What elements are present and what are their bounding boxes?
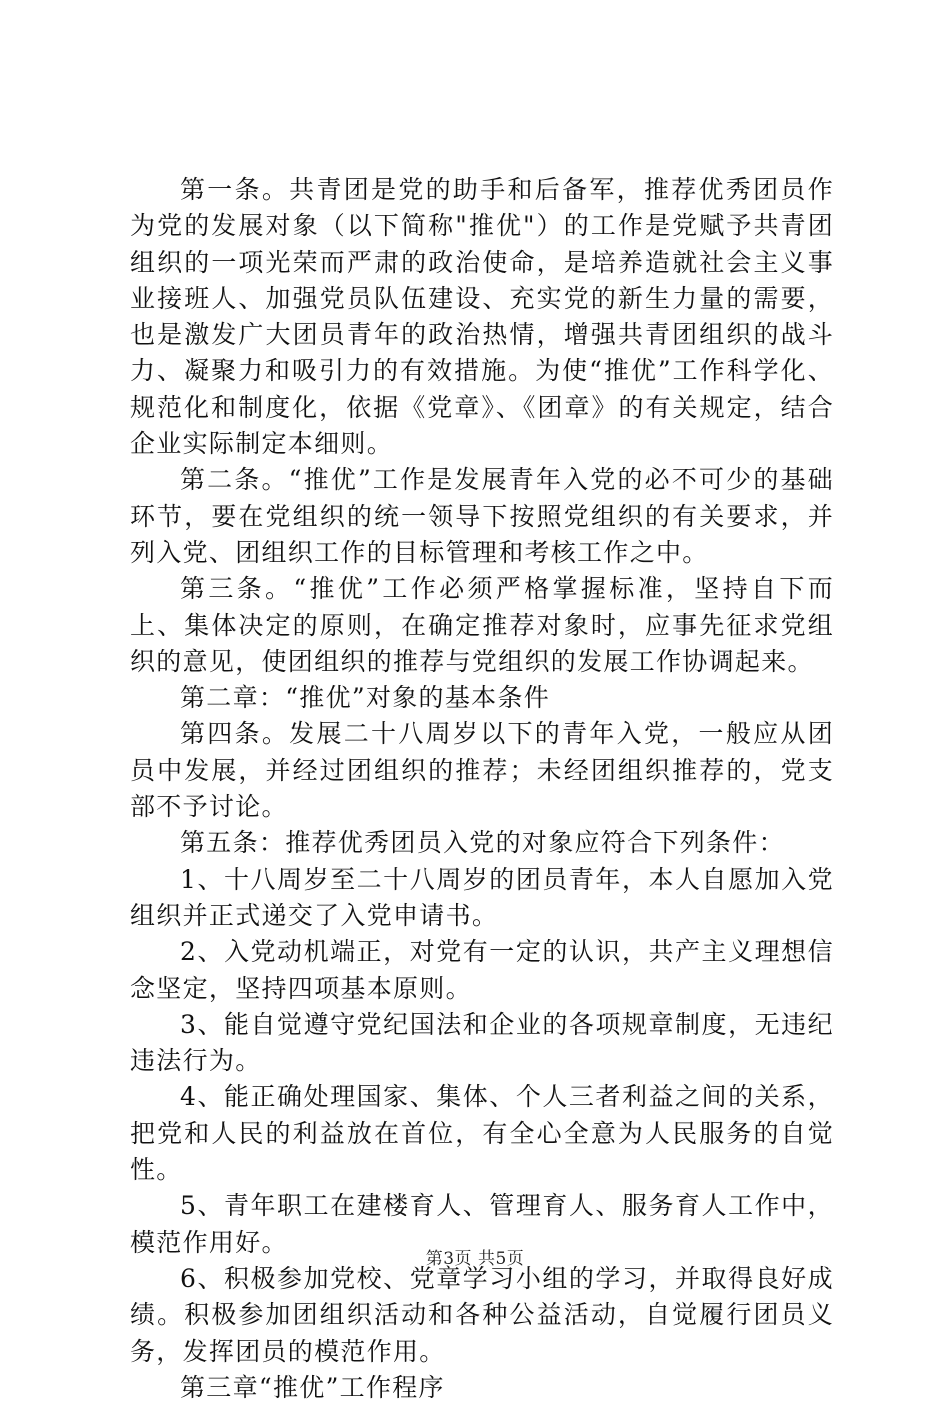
article-2-paragraph: 第二条。“推优”工作是发展青年入党的必不可少的基础环节，要在党组织的统一领导下按照党组织的有关要求，并列入党、团组织工作的目标管理和考核工作之中。 bbox=[130, 465, 834, 567]
document-body bbox=[130, 172, 834, 1406]
chapter-3-heading: 第三章“推优”工作程序 bbox=[180, 1372, 445, 1402]
condition-4-item: 4、能正确处理国家、集体、个人三者利益之间的关系，把党和人民的利益放在首位，有全心全意为人民服务的自觉性。 bbox=[130, 1082, 834, 1185]
article-1-paragraph: 第一条。共青团是党的助手和后备军，推荐优秀团员作为党的发展对象（以下简称"推优"）的工作是党赋予共青团组织的一项光荣而严肃的政治使命，是培养造就社会主义事业接班人、加强党员队伍建设、充实党的新生力量的需要，也是激发广大团员青年的政治热情，增强共青团组织的战斗力、凝聚力和吸引力的有效措施。为使“推优”工作科学化、规范化和制度化，依据《党章》、《团章》的有关规定，结合企业实际制定本细则。 bbox=[130, 175, 834, 459]
article-4-paragraph: 第四条。发展二十八周岁以下的青年入党，一般应从团员中发展，并经过团组织的推荐；未经团组织推荐的，党支部不予讨论。 bbox=[130, 719, 834, 822]
condition-2-item: 2、入党动机端正，对党有一定的认识，共产主义理想信念坚定，坚持四项基本原则。 bbox=[130, 937, 834, 1003]
condition-3-item: 3、能自觉遵守党纪国法和企业的各项规章制度，无违纪违法行为。 bbox=[130, 1009, 834, 1076]
article-5-paragraph: 第五条：推荐优秀团员入党的对象应符合下列条件： bbox=[180, 828, 785, 858]
condition-5-item: 5、青年职工在建楼育人、管理育人、服务育人工作中，模范作用好。 bbox=[130, 1191, 834, 1257]
article-3-paragraph: 第三条。“推优”工作必须严格掌握标准，坚持自下而上、集体决定的原则，在确定推荐对象时，应事先征求党组织的意见，使团组织的推荐与党组织的发展工作协调起来。 bbox=[130, 574, 834, 676]
chapter-2-heading: 第二章：“推优”对象的基本条件 bbox=[180, 683, 551, 713]
condition-6-item: 6、积极参加党校、党章学习小组的学习，并取得良好成绩。积极参加团组织活动和各种公益活动，自觉履行团员义务，发挥团员的模范作用。 bbox=[130, 1263, 834, 1366]
condition-1-item: 1、十八周岁至二十八周岁的团员青年，本人自愿加入党组织并正式递交了入党申请书。 bbox=[130, 864, 834, 930]
page-number-footer: 第3页 共5页 bbox=[425, 1249, 525, 1269]
